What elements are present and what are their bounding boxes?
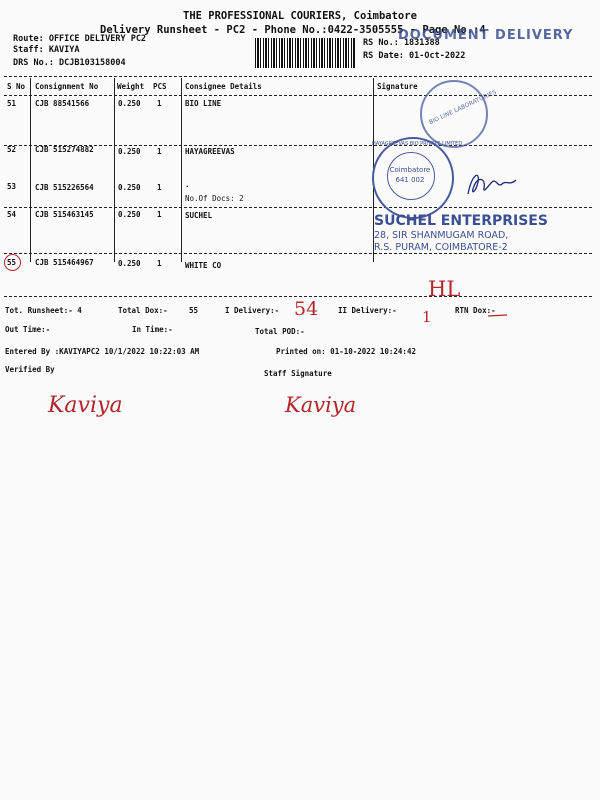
staff-label: Staff: KAVIYA [13,45,80,55]
table-top-rule [4,76,592,77]
staff-signature-label: Staff Signature [264,369,332,378]
row-consignment: CJB 515463145 [35,210,94,219]
i-delivery-label: I Delivery:- [225,306,280,315]
row-consignment: CJB 515464967 [35,258,94,267]
hl-annotation: HL [428,277,461,301]
barcode [255,38,355,68]
table-bottom-rule [4,296,592,297]
ii-delivery-value: 1 [422,308,432,326]
total-dox-value: 55 [189,306,199,315]
staff-signature: Kaviya [285,393,357,417]
circle-mark [4,254,21,271]
runsheet-title: Delivery Runsheet - PC2 - Phone No.:0422-3505555 - Page No.:4 [100,24,486,36]
rs-number: RS No.: 1831388 [363,38,440,48]
document-delivery-stamp: DOCUMENT DELIVERY [398,28,574,43]
in-time-label: In Time:- [132,325,173,334]
hayagreevas-seal-city: Coimbatore [389,166,431,174]
col-divider [114,78,115,262]
total-dox-label: Total Dox:- [118,306,168,315]
row-separator [4,253,592,254]
row-pcs: 1 [157,210,162,219]
table-header-rule [4,95,592,96]
verified-by-label: Verified By [5,365,55,374]
row-consignee: SUCHEL [185,211,213,220]
column-header-consignment: Consignment No [35,82,99,91]
row-consignment: CJB 88541566 [35,99,90,108]
row-consignee: WHITE CO [185,261,222,270]
rs-date: RS Date: 01-Oct-2022 [363,51,466,61]
row-sno: 55 [7,258,17,267]
row-weight: 0.250 [118,147,141,156]
row-sno: 52 [7,145,17,154]
row-weight: 0.250 [118,183,141,192]
row-weight: 0.250 [118,99,141,108]
column-header-sno: S No [7,82,26,91]
row-sno: 53 [7,182,17,191]
entered-by: Entered By :KAVIYAPC2 10/1/2022 10:22:03 AM [5,347,200,356]
row-consignee: HAYAGREEVAS [185,147,235,156]
suchel-stamp-name: SUCHEL ENTERPRISES [374,213,548,229]
column-header-pcs: PCS [153,82,167,91]
row-pcs: 1 [157,259,162,268]
i-delivery-value: 54 [294,298,319,320]
suchel-stamp-address2: R.S. PURAM, COIMBATORE-2 [374,242,508,253]
rtn-dox-dash [487,313,509,319]
hayagreevas-seal-name: HAYAGREEVAS BIO PRIVATE LIMITED [372,141,463,147]
hayagreevas-signature [462,168,522,200]
row-doc-count: No.Of Docs: 2 [185,194,244,203]
row-sno: 54 [7,210,17,219]
row-separator [4,207,592,208]
column-header-weight: Weight [117,82,145,91]
row-pcs: 1 [157,147,162,156]
bio-line-seal-text: BIO LINE LABORATORIES [427,88,498,127]
row-consignment: CJB 515274882 [35,145,94,154]
ii-delivery-label: II Delivery:- [338,306,397,315]
row-consignment: CJB 515226564 [35,183,94,192]
tot-runsheet: Tot. Runsheet:- 4 [5,306,82,315]
company-title: THE PROFESSIONAL COURIERS, Coimbatore [183,10,417,22]
column-header-signature: Signature [377,82,418,91]
suchel-stamp-address1: 28, SIR SHANMUGAM ROAD, [374,230,509,241]
row-weight: 0.250 [118,210,141,219]
rtn-dox-label: RTN Dox:- [455,306,496,315]
route-label: Route: OFFICE DELIVERY PC2 [13,34,147,44]
verified-by-signature: Kaviya [48,393,123,418]
row-pcs: 1 [157,183,162,192]
drs-number: DRS No.: DCJB103158004 [13,58,126,68]
printed-on: Printed on: 01-10-2022 10:24:42 [276,347,416,356]
row-pcs: 1 [157,99,162,108]
row-consignee: BIO LINE [185,99,222,108]
row-sno: 51 [7,99,17,108]
total-pod-label: Total POD:- [255,327,305,336]
out-time-label: Out Time:- [5,325,51,334]
col-divider [30,78,31,262]
col-divider [181,78,182,262]
hayagreevas-seal-pin: 641 002 [395,176,425,184]
row-weight: 0.250 [118,259,141,268]
row-consignee: . [185,180,190,189]
column-header-consignee: Consignee Details [185,82,262,91]
